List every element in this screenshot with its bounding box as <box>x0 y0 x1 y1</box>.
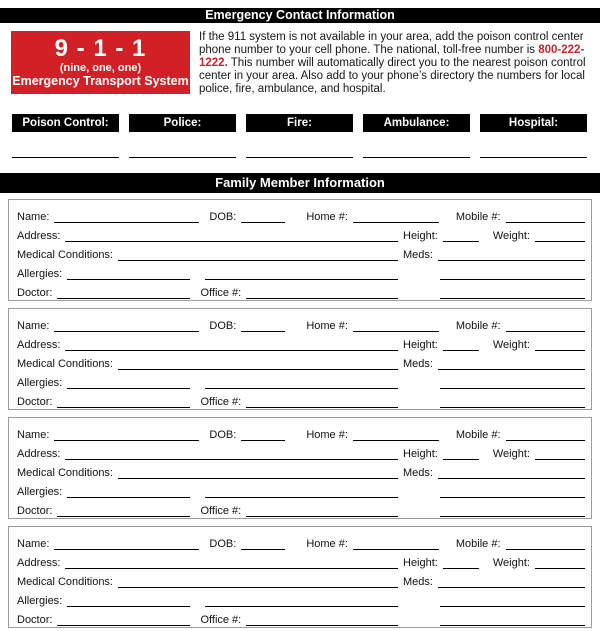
name-label: Name: <box>17 320 50 333</box>
doctor-right <box>398 296 585 300</box>
family-member-title: Family Member Information <box>215 175 385 191</box>
medical-conditions-blank-line <box>118 367 398 370</box>
medical-row <box>17 352 585 371</box>
address-row <box>17 442 585 461</box>
office-phone-label: Office #: <box>200 396 242 409</box>
ambulance-label: Ambulance: <box>363 114 470 132</box>
medical-left <box>17 357 398 371</box>
weight-label: Weight: <box>492 557 530 570</box>
dob-blank-line <box>241 438 285 441</box>
height-label: Height: <box>403 339 438 352</box>
police-blank-line <box>129 157 236 158</box>
home-phone-blank-line <box>353 547 439 550</box>
doctor-left <box>17 613 398 627</box>
instructions-text-after: This number will automatically direct you to the nearest poison control center in your area. Also add to your phone’s directory the numbers for local police, fire, ambulance, and hospital. <box>199 57 586 96</box>
height-label: Height: <box>403 230 438 243</box>
weight-label: Weight: <box>492 448 530 461</box>
home-phone-label: Home #: <box>306 538 348 551</box>
medical-conditions-blank-line <box>118 258 398 261</box>
family-member-card <box>8 526 592 628</box>
medical-conditions-label: Medical Conditions: <box>17 576 113 589</box>
allergies-row <box>17 589 585 608</box>
name-row <box>17 205 585 224</box>
allergies-left <box>17 267 398 281</box>
medical-right <box>398 357 585 371</box>
family-member-cards <box>8 199 592 628</box>
allergies-blank-line <box>67 386 190 389</box>
family-member-card <box>8 417 592 519</box>
mobile-phone-blank-line <box>506 547 585 550</box>
address-right <box>398 338 585 352</box>
mobile-phone-label: Mobile #: <box>455 320 501 333</box>
home-phone-label: Home #: <box>306 429 348 442</box>
allergies-blank-line <box>67 277 190 280</box>
name-label: Name: <box>17 538 50 551</box>
address-right <box>398 556 585 570</box>
medical-conditions-blank-line <box>118 585 398 588</box>
doctor-right <box>398 623 585 627</box>
meds-continuation-blank-line-2 <box>440 296 585 299</box>
doctor-row <box>17 281 585 300</box>
office-phone-blank-line <box>246 514 398 517</box>
allergies-blank-line-2 <box>205 495 398 498</box>
meds-continuation-blank-line-2 <box>440 514 585 517</box>
medical-conditions-label: Medical Conditions: <box>17 358 113 371</box>
allergies-label: Allergies: <box>17 595 63 608</box>
family-member-card <box>8 199 592 301</box>
mobile-phone-label: Mobile #: <box>455 211 501 224</box>
doctor-label: Doctor: <box>17 614 53 627</box>
allergies-left <box>17 594 398 608</box>
meds-label: Meds: <box>403 358 433 371</box>
hospital-label: Hospital: <box>480 114 587 132</box>
medical-left <box>17 575 398 589</box>
address-left <box>17 447 398 461</box>
intro-section <box>11 31 590 96</box>
address-label: Address: <box>17 339 61 352</box>
height-blank-line <box>443 457 479 460</box>
meds-label: Meds: <box>403 467 433 480</box>
address-row <box>17 551 585 570</box>
name-blank-line <box>54 329 199 332</box>
family-member-card <box>8 308 592 410</box>
meds-label: Meds: <box>403 249 433 262</box>
dob-label: DOB: <box>209 320 237 333</box>
dob-blank-line <box>241 329 285 332</box>
doctor-left <box>17 504 398 518</box>
poison-control-label: Poison Control: <box>12 114 119 132</box>
family-member-header-bar <box>0 173 600 193</box>
mobile-phone-label: Mobile #: <box>455 429 501 442</box>
height-blank-line <box>443 239 479 242</box>
medical-row <box>17 243 585 262</box>
fire-label: Fire: <box>246 114 353 132</box>
office-phone-label: Office #: <box>200 287 242 300</box>
meds-continuation-blank-line <box>440 495 585 498</box>
dob-blank-line <box>241 547 285 550</box>
medical-right <box>398 575 585 589</box>
office-phone-blank-line <box>246 623 398 626</box>
instructions-text-before: If the 911 system is not available in your area, add the poison control center phone number to your cell phone. The national, toll-free number is <box>199 31 584 57</box>
address-left <box>17 556 398 570</box>
doctor-right <box>398 514 585 518</box>
allergies-label: Allergies: <box>17 377 63 390</box>
dob-blank-line <box>241 220 285 223</box>
doctor-blank-line <box>57 623 190 626</box>
medical-conditions-label: Medical Conditions: <box>17 249 113 262</box>
doctor-row <box>17 499 585 518</box>
office-phone-label: Office #: <box>200 614 242 627</box>
emergency-contacts-row <box>12 114 587 132</box>
allergies-row <box>17 371 585 390</box>
name-blank-line <box>54 438 199 441</box>
allergies-left <box>17 376 398 390</box>
home-phone-blank-line <box>353 220 439 223</box>
meds-continuation-blank-line <box>440 386 585 389</box>
allergies-blank-line-2 <box>205 277 398 280</box>
name-row <box>17 423 585 442</box>
allergies-right <box>398 495 585 499</box>
address-row <box>17 224 585 243</box>
medical-row <box>17 461 585 480</box>
allergies-label: Allergies: <box>17 268 63 281</box>
address-row <box>17 333 585 352</box>
allergies-blank-line-2 <box>205 386 398 389</box>
home-phone-label: Home #: <box>306 320 348 333</box>
name-blank-line <box>54 547 199 550</box>
name-label: Name: <box>17 429 50 442</box>
meds-continuation-blank-line-2 <box>440 623 585 626</box>
doctor-label: Doctor: <box>17 396 53 409</box>
name-blank-line <box>54 220 199 223</box>
height-blank-line <box>443 566 479 569</box>
weight-blank-line <box>535 239 585 242</box>
medical-left <box>17 466 398 480</box>
poison-control-blank-line <box>12 157 119 158</box>
allergies-blank-line <box>67 495 190 498</box>
weight-label: Weight: <box>492 339 530 352</box>
office-phone-label: Office #: <box>200 505 242 518</box>
meds-label: Meds: <box>403 576 433 589</box>
address-label: Address: <box>17 230 61 243</box>
dob-label: DOB: <box>209 211 237 224</box>
nine-one-one-box <box>11 31 190 94</box>
doctor-blank-line <box>57 405 190 408</box>
mobile-phone-blank-line <box>506 329 585 332</box>
height-label: Height: <box>403 557 438 570</box>
mobile-phone-blank-line <box>506 220 585 223</box>
office-phone-blank-line <box>246 405 398 408</box>
allergies-right <box>398 604 585 608</box>
doctor-label: Doctor: <box>17 287 53 300</box>
emergency-contact-title: Emergency Contact Information <box>205 8 395 22</box>
doctor-left <box>17 286 398 300</box>
address-blank-line <box>65 239 398 242</box>
home-phone-blank-line <box>353 438 439 441</box>
name-row <box>17 314 585 333</box>
doctor-left <box>17 395 398 409</box>
doctor-label: Doctor: <box>17 505 53 518</box>
doctor-row <box>17 608 585 627</box>
mobile-phone-blank-line <box>506 438 585 441</box>
emergency-transport-label: Emergency Transport System <box>12 74 189 88</box>
allergies-row <box>17 262 585 281</box>
doctor-blank-line <box>57 296 190 299</box>
weight-blank-line <box>535 348 585 351</box>
medical-left <box>17 248 398 262</box>
address-blank-line <box>65 348 398 351</box>
poison-control-instructions <box>199 31 590 96</box>
allergies-left <box>17 485 398 499</box>
meds-blank-line <box>438 258 585 261</box>
meds-blank-line <box>438 476 585 479</box>
medical-conditions-label: Medical Conditions: <box>17 467 113 480</box>
home-phone-label: Home #: <box>306 211 348 224</box>
nine-one-one-words: (nine, one, one) <box>59 62 142 74</box>
allergies-right <box>398 277 585 281</box>
address-blank-line <box>65 457 398 460</box>
allergies-right <box>398 386 585 390</box>
meds-continuation-blank-line <box>440 604 585 607</box>
name-row <box>17 532 585 551</box>
ambulance-blank-line <box>363 157 470 158</box>
address-label: Address: <box>17 557 61 570</box>
allergies-blank-line-2 <box>205 604 398 607</box>
weight-blank-line <box>535 457 585 460</box>
doctor-blank-line <box>57 514 190 517</box>
dob-label: DOB: <box>209 538 237 551</box>
address-left <box>17 338 398 352</box>
weight-label: Weight: <box>492 230 530 243</box>
name-label: Name: <box>17 211 50 224</box>
medical-conditions-blank-line <box>118 476 398 479</box>
address-left <box>17 229 398 243</box>
height-blank-line <box>443 348 479 351</box>
medical-right <box>398 466 585 480</box>
poison-control-phone-number: 800-222-1222. <box>199 44 585 70</box>
home-phone-blank-line <box>353 329 439 332</box>
meds-blank-line <box>438 585 585 588</box>
meds-continuation-blank-line-2 <box>440 405 585 408</box>
allergies-row <box>17 480 585 499</box>
emergency-contact-header-bar <box>0 8 600 23</box>
meds-continuation-blank-line <box>440 277 585 280</box>
address-label: Address: <box>17 448 61 461</box>
hospital-blank-line <box>480 157 587 158</box>
allergies-blank-line <box>67 604 190 607</box>
dob-label: DOB: <box>209 429 237 442</box>
weight-blank-line <box>535 566 585 569</box>
doctor-row <box>17 390 585 409</box>
address-right <box>398 229 585 243</box>
office-phone-blank-line <box>246 296 398 299</box>
meds-blank-line <box>438 367 585 370</box>
height-label: Height: <box>403 448 438 461</box>
mobile-phone-label: Mobile #: <box>455 538 501 551</box>
medical-right <box>398 248 585 262</box>
doctor-right <box>398 405 585 409</box>
fire-blank-line <box>246 157 353 158</box>
police-label: Police: <box>129 114 236 132</box>
medical-row <box>17 570 585 589</box>
address-right <box>398 447 585 461</box>
allergies-label: Allergies: <box>17 486 63 499</box>
emergency-contacts-blank-lines <box>12 157 587 158</box>
nine-one-one-digits: 9 - 1 - 1 <box>54 35 147 62</box>
address-blank-line <box>65 566 398 569</box>
